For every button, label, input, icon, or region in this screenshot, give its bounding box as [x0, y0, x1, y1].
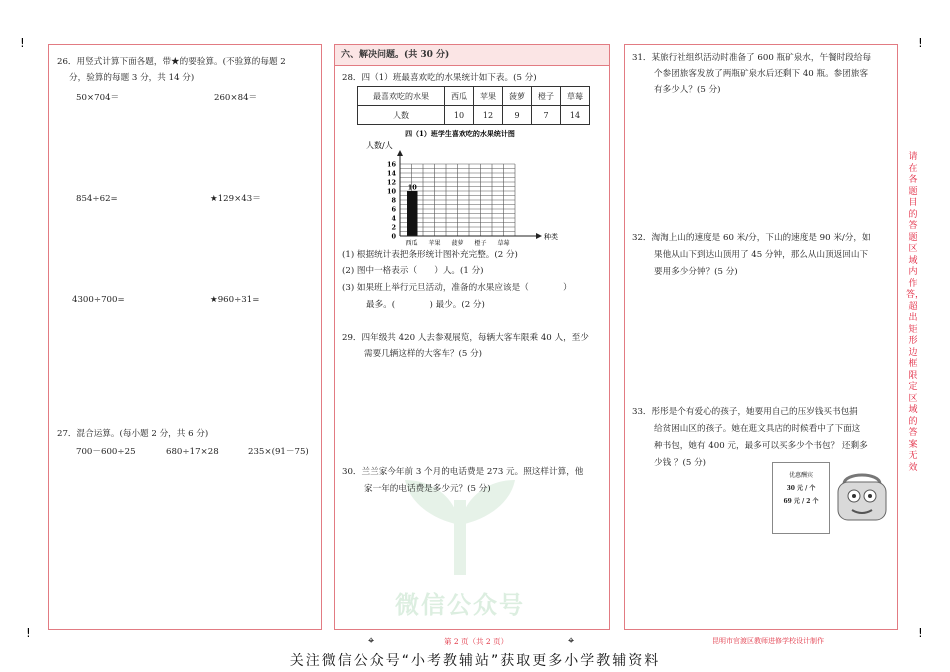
- q31-question-cont: 有多少人？(5 分): [654, 85, 721, 95]
- registration-mark: !: [918, 626, 923, 640]
- x-tick-label: 橙子: [474, 240, 487, 247]
- registration-mark: !: [918, 36, 923, 50]
- y-tick-label: 8: [391, 196, 396, 205]
- table-cell: 14: [561, 106, 590, 125]
- table-cell: 西瓜: [445, 87, 474, 106]
- table-row: [358, 87, 590, 106]
- y-tick-label: 4: [391, 214, 396, 223]
- registration-mark: !: [20, 36, 25, 50]
- table-cell: 草莓: [561, 87, 590, 106]
- q30-question-cont: 家一年的电话费是多少元？(5 分): [364, 484, 491, 494]
- table-cell: 橙子: [532, 87, 561, 106]
- page-number: 第 2 页（共 2 页）: [444, 637, 509, 646]
- q28-sub3: (3) 如果班上举行元旦活动，准备的水果应该是（ ）: [342, 283, 572, 293]
- q26-problem-c: 854÷62=: [76, 194, 118, 204]
- publisher-credit: 昆明市官渡区教师进修学校设计制作: [712, 637, 824, 645]
- table-cell: 最喜欢吃的水果: [358, 87, 445, 106]
- q32-question-cont: 果他从山下到达山顶用了 45 分钟，那么从山顶返回山下: [654, 250, 869, 260]
- x-tick-label: 苹果: [428, 240, 441, 247]
- q32-question-cont: 要用多少分钟？(5 分): [654, 267, 738, 277]
- crosshair-icon: ⌖: [368, 634, 375, 647]
- q26-instruction-cont: 分，验算的每题 3 分，共 14 分): [69, 73, 195, 83]
- x-axis-label: 种类: [544, 233, 558, 241]
- y-tick-label: 12: [386, 178, 396, 187]
- q31-question: 31．某旅行社组织活动时准备了 600 瓶矿泉水，午餐时段给每: [632, 53, 872, 63]
- y-tick-label: 10: [386, 187, 396, 196]
- table-cell: 12: [474, 106, 503, 125]
- table-cell: 菠萝: [503, 87, 532, 106]
- q26-problem-d: ★129×43＝: [210, 194, 261, 204]
- x-axis-arrow: [536, 233, 542, 239]
- fruit-stats-table: [357, 86, 590, 125]
- q33-question-cont: 给贫困山区的孩子。她在逛文具店的时候看中了下面这: [654, 424, 861, 434]
- y-tick-label: 0: [391, 232, 396, 241]
- data-label: 10: [407, 183, 417, 192]
- q33-question: 33．彤彤是个有爱心的孩子，她要用自己的压岁钱买书包捐: [632, 407, 858, 417]
- y-axis-arrow: [397, 150, 403, 156]
- q26-problem-b: 260×84＝: [214, 93, 258, 103]
- x-tick-label: 草莓: [497, 240, 510, 247]
- crosshair-icon: ⌖: [568, 634, 575, 647]
- footer-banner: 关注微信公众号“小考教辅站”获取更多小学教辅资料: [289, 653, 661, 669]
- backpack-image: [830, 466, 894, 524]
- y-tick-label: 6: [391, 205, 396, 214]
- q33-question-cont: 少钱 ？(5 分): [654, 458, 707, 468]
- q26-instruction: 26．用竖式计算下面各题，带★的要验算。(不验算的每题 2: [57, 57, 286, 67]
- q28-sub2: (2) 图中一格表示（ ）人。(1 分): [342, 266, 484, 276]
- y-axis-label: 人数/人: [366, 141, 393, 150]
- q29-question-cont: 需要几辆这样的大客车？(5 分): [364, 349, 483, 359]
- q26-problem-a: 50×704＝: [76, 93, 120, 103]
- q28-sub1: (1) 根据统计表把条形统计图补充完整。(2 分): [342, 250, 518, 260]
- y-tick-label: 14: [386, 169, 396, 178]
- side-notice: 请在各题目的答题区域内作答，超出矩形边框限定区域的答案无效: [906, 152, 925, 473]
- q26-problem-f: ★960÷31=: [210, 295, 260, 305]
- q32-question: 32．淘淘上山的速度是 60 米/分，下山的速度是 90 米/分，如: [632, 233, 871, 243]
- table-cell: 10: [445, 106, 474, 125]
- q28-sub3-cont: 最多。( ) 最少。(2 分): [366, 300, 485, 310]
- q27-instruction: 27．混合运算。(每小题 2 分，共 6 分): [57, 429, 209, 439]
- q26-problem-e: 4300÷700=: [72, 295, 125, 305]
- table-cell: 苹果: [474, 87, 503, 106]
- promo-card: [772, 462, 830, 534]
- q30-question: 30．兰兰家今年前 3 个月的电话费是 273 元。照这样计算，他: [342, 467, 584, 477]
- x-tick-label: 菠萝: [451, 240, 464, 247]
- q33-question-cont: 种书包，她有 400 元，最多可以买多少个书包？ 还剩多: [654, 441, 868, 451]
- q29-question: 29．四年级共 420 人去参观展览，每辆大客车限乘 40 人，至少: [342, 333, 589, 343]
- promo-title: 优惠酬宾: [788, 472, 813, 479]
- table-cell: 人数: [358, 106, 445, 125]
- y-tick-label: 16: [386, 160, 396, 169]
- watermark-text: 微信公众号: [395, 591, 525, 619]
- section-header: [335, 45, 609, 66]
- table-cell: 7: [532, 106, 561, 125]
- bar-西瓜: [407, 191, 418, 236]
- bar-chart: [340, 126, 580, 250]
- q28-question: 28．四（1）班最喜欢吃的水果统计如下表。(5 分): [342, 73, 537, 83]
- registration-mark: !: [26, 626, 31, 640]
- answer-panel-right: [624, 44, 898, 630]
- table-cell: 9: [503, 106, 532, 125]
- answer-panel-left: [48, 44, 322, 630]
- q27-problem-c: 235×(91－75): [248, 447, 309, 457]
- y-tick-label: 2: [391, 223, 396, 232]
- table-row: [358, 106, 590, 125]
- q27-problem-b: 680÷17×28: [166, 447, 219, 457]
- q27-problem-a: 700－600÷25: [76, 447, 136, 457]
- section-title: 六、解决问题。(共 30 分): [341, 50, 450, 60]
- x-tick-label: 西瓜: [405, 240, 418, 247]
- promo-price-pair: 69 元 / 2 个: [783, 498, 819, 505]
- promo-price-single: 30 元 / 个: [786, 485, 816, 492]
- q31-question-cont: 个参团旅客发放了两瓶矿泉水后还剩下 40 瓶。参团旅客: [654, 69, 869, 79]
- chart-title: 四（1）班学生喜欢吃的水果统计图: [405, 129, 515, 138]
